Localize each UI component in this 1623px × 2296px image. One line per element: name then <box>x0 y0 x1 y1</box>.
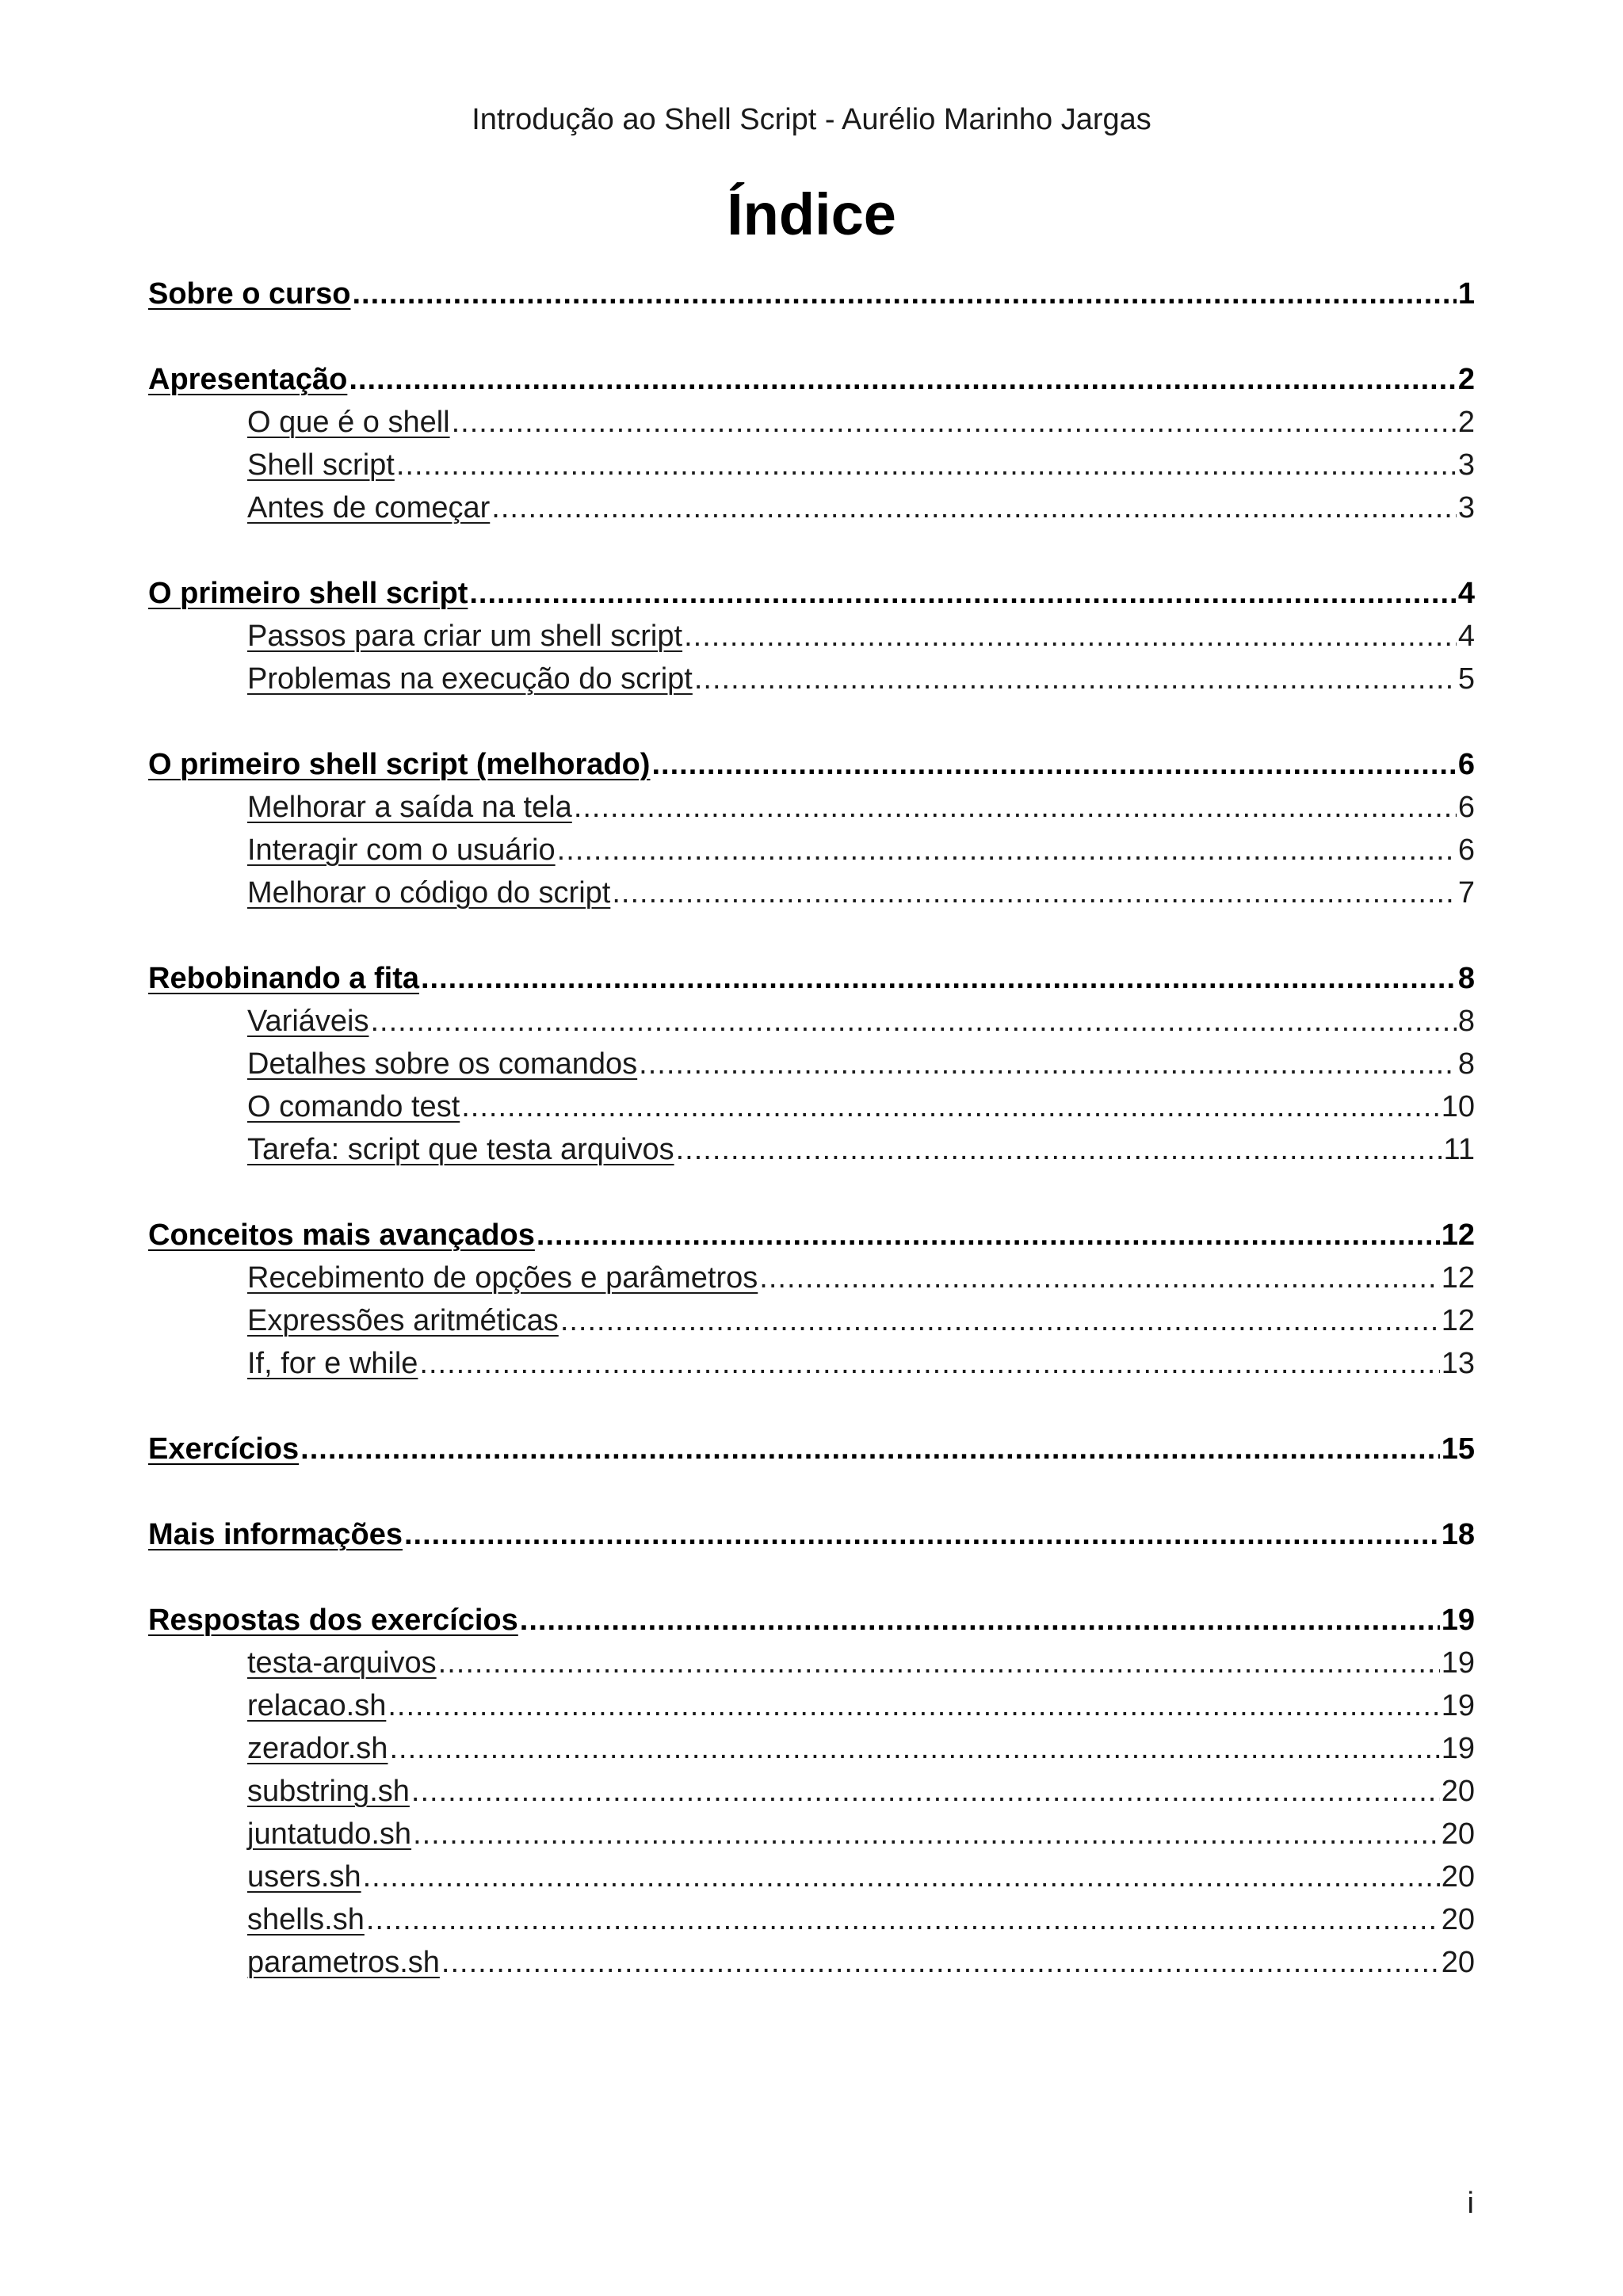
toc-entry-page: 7 <box>1457 876 1475 910</box>
toc-entry-title: Exercícios <box>148 1432 300 1466</box>
toc-subentry[interactable] <box>148 1684 1475 1727</box>
dot-leader <box>438 1642 1440 1684</box>
dot-leader <box>421 957 1457 1000</box>
dot-leader <box>349 358 1457 401</box>
page-title: Índice <box>727 181 896 247</box>
toc-entry-page: 4 <box>1457 620 1475 653</box>
toc-subentry[interactable] <box>148 1813 1475 1855</box>
dot-leader <box>388 1684 1439 1727</box>
toc-entry-title: relacao.sh <box>247 1689 387 1722</box>
toc-subentry[interactable] <box>148 1898 1475 1941</box>
dot-leader <box>389 1727 1439 1770</box>
dot-leader <box>612 871 1457 914</box>
dot-leader <box>676 1128 1442 1171</box>
toc-entry-title: If, for e while <box>247 1347 418 1380</box>
toc-entry-page: 12 <box>1441 1304 1475 1337</box>
toc-subentry[interactable] <box>148 1855 1475 1898</box>
toc-subentry[interactable] <box>148 1043 1475 1085</box>
toc-entry-title: juntatudo.sh <box>247 1817 412 1851</box>
toc-subentry[interactable] <box>148 615 1475 658</box>
toc-entry-title: Tarefa: script que testa arquivos <box>247 1133 674 1166</box>
dot-leader <box>366 1898 1440 1941</box>
toc-entry-page: 12 <box>1441 1261 1475 1295</box>
toc-entry-page: 6 <box>1457 791 1475 824</box>
dot-leader <box>520 1599 1440 1642</box>
toc-entry-page: 20 <box>1441 1775 1475 1808</box>
toc-entry-page: 10 <box>1441 1090 1475 1123</box>
dot-leader <box>469 572 1457 615</box>
dot-leader <box>759 1257 1439 1299</box>
toc-entry-title: Shell script <box>247 448 395 482</box>
toc-entry-title: Respostas dos exercícios <box>148 1604 518 1637</box>
dot-leader <box>396 444 1457 486</box>
toc-entry-title: O primeiro shell script (melhorado) <box>148 748 651 781</box>
toc-entry-title: Apresentação <box>148 363 348 396</box>
toc-entry-page: 3 <box>1457 491 1475 524</box>
dot-leader <box>363 1855 1440 1898</box>
toc-entry-page: 8 <box>1457 1047 1475 1081</box>
toc-entry-page: 20 <box>1441 1860 1475 1894</box>
toc-entry[interactable] <box>148 1599 1475 1642</box>
toc-subentry[interactable] <box>148 786 1475 829</box>
toc-entry[interactable] <box>148 1513 1475 1556</box>
toc-entry-page: 20 <box>1441 1946 1475 1979</box>
toc-subentry[interactable] <box>148 1299 1475 1342</box>
dot-leader <box>404 1513 1440 1556</box>
dot-leader <box>353 273 1457 315</box>
dot-leader <box>651 743 1456 786</box>
toc-entry-title: substring.sh <box>247 1775 410 1808</box>
toc-entry-page: 1 <box>1457 277 1475 311</box>
toc-entry-title: parametros.sh <box>247 1946 440 1979</box>
toc-entry-title: Melhorar o código do script <box>247 876 611 910</box>
toc-entry-page: 4 <box>1457 577 1475 610</box>
toc-entry-title: Rebobinando a fita <box>148 962 419 995</box>
toc-subentry[interactable] <box>148 1770 1475 1813</box>
toc-subentry[interactable] <box>148 486 1475 529</box>
toc-subentry[interactable] <box>148 1342 1475 1385</box>
page-number: i <box>1467 2187 1474 2220</box>
toc-entry[interactable] <box>148 743 1475 786</box>
toc-entry[interactable] <box>148 1214 1475 1257</box>
toc-entry-page: 2 <box>1457 406 1475 439</box>
toc-entry-page: 3 <box>1457 448 1475 482</box>
toc-entry-page: 5 <box>1457 662 1475 696</box>
toc-entry-title: Recebimento de opções e parâmetros <box>247 1261 758 1295</box>
toc-entry-title: Mais informações <box>148 1518 403 1551</box>
toc-entry[interactable] <box>148 572 1475 615</box>
toc-subentry[interactable] <box>148 829 1475 871</box>
toc-entry-page: 19 <box>1441 1689 1475 1722</box>
toc-entry-page: 19 <box>1441 1604 1475 1637</box>
toc-entry-page: 13 <box>1441 1347 1475 1380</box>
dot-leader <box>411 1770 1440 1813</box>
toc-entry-page: 8 <box>1457 1005 1475 1038</box>
dot-leader <box>560 1299 1440 1342</box>
dot-leader <box>694 658 1457 700</box>
toc-entry-title: Antes de começar <box>247 491 491 524</box>
dot-leader <box>557 829 1457 871</box>
toc-entry-title: Melhorar a saída na tela <box>247 791 572 824</box>
toc-entry-title: Variáveis <box>247 1005 369 1038</box>
dot-leader <box>419 1342 1439 1385</box>
toc-subentry[interactable] <box>148 1727 1475 1770</box>
toc-entry[interactable] <box>148 273 1475 315</box>
toc-subentry[interactable] <box>148 401 1475 444</box>
toc-subentry[interactable] <box>148 1941 1475 1984</box>
toc-entry-page: 18 <box>1441 1518 1475 1551</box>
toc-entry-title: testa-arquivos <box>247 1646 437 1680</box>
dot-leader <box>684 615 1457 658</box>
dot-leader <box>574 786 1457 829</box>
dot-leader <box>441 1941 1440 1984</box>
toc-entry-title: O comando test <box>247 1090 460 1123</box>
toc-subentry[interactable] <box>148 1085 1475 1128</box>
toc-entry-title: Expressões aritméticas <box>247 1304 559 1337</box>
toc-entry-page: 6 <box>1457 833 1475 867</box>
dot-leader <box>537 1214 1440 1257</box>
toc-entry-page: 12 <box>1441 1219 1475 1252</box>
toc-subentry[interactable] <box>148 1128 1475 1171</box>
toc-subentry[interactable] <box>148 1257 1475 1299</box>
dot-leader <box>639 1043 1457 1085</box>
toc-entry-title: Interagir com o usuário <box>247 833 556 867</box>
toc-subentry[interactable] <box>148 658 1475 700</box>
toc-entry-title: Detalhes sobre os comandos <box>247 1047 638 1081</box>
dot-leader <box>452 401 1457 444</box>
running-header: Introdução ao Shell Script - Aurélio Marinho Jargas <box>472 103 1151 136</box>
dot-leader <box>461 1085 1439 1128</box>
toc-subentry[interactable] <box>148 1642 1475 1684</box>
toc-entry-title: Sobre o curso <box>148 277 351 311</box>
toc-entry[interactable] <box>148 1428 1475 1470</box>
toc-entry-page: 11 <box>1443 1133 1475 1166</box>
dot-leader <box>370 1000 1456 1043</box>
toc-entry-title: shells.sh <box>247 1903 365 1936</box>
toc-entry-page: 15 <box>1441 1432 1475 1466</box>
toc-entry-page: 2 <box>1457 363 1475 396</box>
dot-leader <box>491 486 1457 529</box>
toc-subentry[interactable] <box>148 444 1475 486</box>
dot-leader <box>413 1813 1440 1855</box>
table-of-contents <box>148 273 1475 1984</box>
toc-subentry[interactable] <box>148 871 1475 914</box>
toc-entry-page: 6 <box>1457 748 1475 781</box>
toc-entry-page: 20 <box>1441 1817 1475 1851</box>
toc-entry-title: Conceitos mais avançados <box>148 1219 535 1252</box>
toc-entry-title: O primeiro shell script <box>148 577 468 610</box>
toc-subentry[interactable] <box>148 1000 1475 1043</box>
toc-entry-page: 19 <box>1441 1732 1475 1765</box>
toc-entry-title: Passos para criar um shell script <box>247 620 683 653</box>
toc-entry[interactable] <box>148 957 1475 1000</box>
dot-leader <box>300 1428 1440 1470</box>
toc-entry-title: zerador.sh <box>247 1732 388 1765</box>
toc-entry-title: Problemas na execução do script <box>247 662 693 696</box>
toc-entry-page: 8 <box>1457 962 1475 995</box>
toc-entry[interactable] <box>148 358 1475 401</box>
toc-entry-title: O que é o shell <box>247 406 450 439</box>
toc-entry-page: 19 <box>1441 1646 1475 1680</box>
toc-entry-page: 20 <box>1441 1903 1475 1936</box>
toc-entry-title: users.sh <box>247 1860 361 1894</box>
